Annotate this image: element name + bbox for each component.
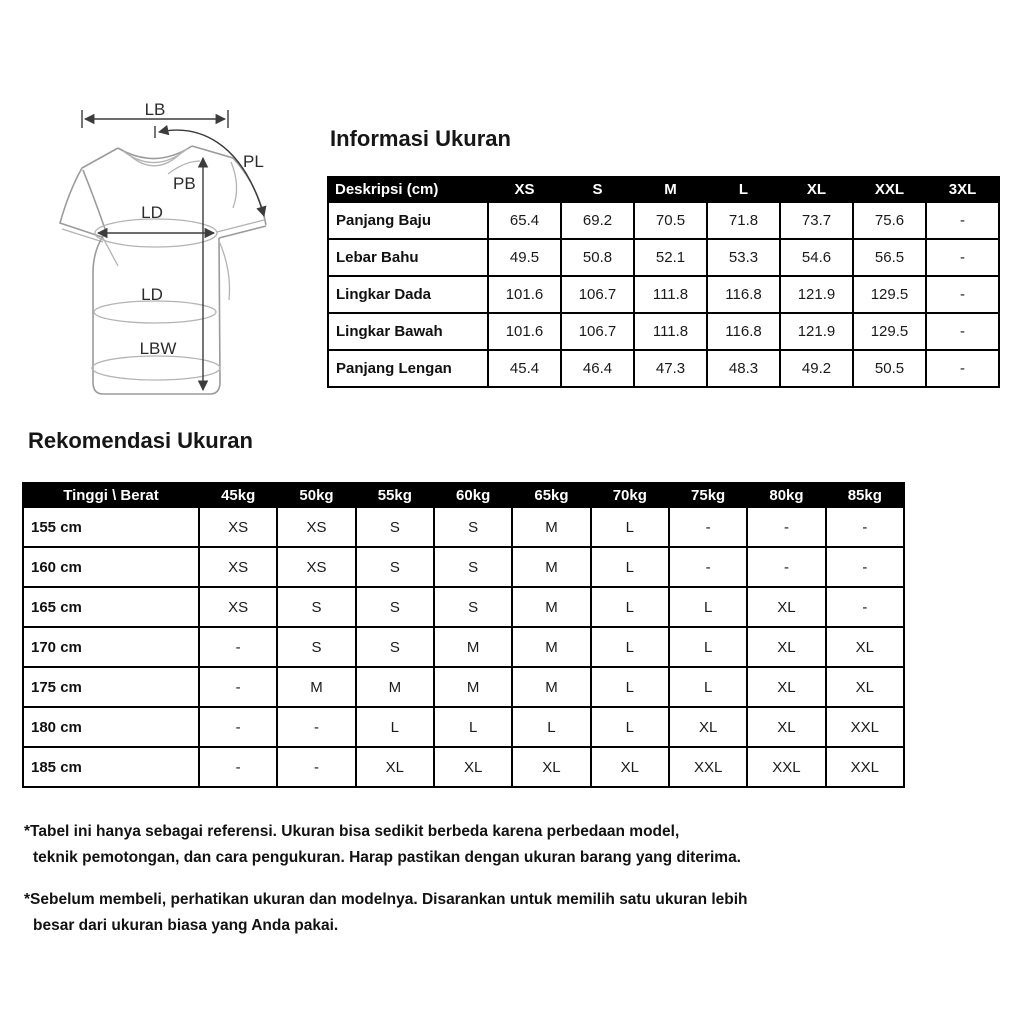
table-cell: XS	[199, 587, 277, 627]
table-cell: 50.5	[853, 350, 926, 387]
table-cell: 54.6	[780, 239, 853, 276]
table-cell: XXL	[669, 747, 747, 787]
size-info-table	[327, 176, 1000, 388]
table-cell: 50.8	[561, 239, 634, 276]
table-cell: XS	[277, 507, 355, 547]
table-cell: S	[434, 587, 512, 627]
header-row	[328, 177, 999, 202]
header-row	[23, 483, 904, 507]
diagram-label-ld-chest: LD	[141, 203, 163, 222]
table-cell: -	[277, 747, 355, 787]
table-cell: 101.6	[488, 313, 561, 350]
row-label: 165 cm	[23, 587, 199, 627]
row-label: 180 cm	[23, 707, 199, 747]
table-cell: S	[434, 507, 512, 547]
header-cell: XS	[488, 177, 561, 202]
header-cell: 60kg	[434, 483, 512, 507]
table-cell: L	[669, 667, 747, 707]
header-cell: 55kg	[356, 483, 434, 507]
table-cell: XL	[434, 747, 512, 787]
table-cell: XL	[747, 627, 825, 667]
header-cell: 50kg	[277, 483, 355, 507]
header-cell: XL	[780, 177, 853, 202]
footnote-reference	[24, 819, 741, 871]
table-cell: S	[356, 507, 434, 547]
table-cell: 56.5	[853, 239, 926, 276]
table-cell: 116.8	[707, 313, 780, 350]
table-cell: M	[512, 627, 590, 667]
table-cell: M	[512, 667, 590, 707]
table-cell: XL	[747, 707, 825, 747]
table-cell: 73.7	[780, 202, 853, 239]
table-cell: -	[826, 587, 904, 627]
table-cell: XXL	[826, 747, 904, 787]
table-cell: 106.7	[561, 276, 634, 313]
size-info-body	[328, 202, 999, 387]
table-cell: XL	[512, 747, 590, 787]
table-cell: -	[926, 239, 999, 276]
table-cell: XXL	[826, 707, 904, 747]
table-cell: M	[434, 667, 512, 707]
table-cell: -	[277, 707, 355, 747]
row-label: Lebar Bahu	[328, 239, 488, 276]
table-row	[23, 587, 904, 627]
table-cell: XL	[591, 747, 669, 787]
row-label: Panjang Lengan	[328, 350, 488, 387]
diagram-label-pb: PB	[173, 174, 196, 193]
table-cell: 47.3	[634, 350, 707, 387]
row-label: 155 cm	[23, 507, 199, 547]
table-cell: 75.6	[853, 202, 926, 239]
table-cell: XL	[356, 747, 434, 787]
table-cell: -	[199, 627, 277, 667]
table-cell: XS	[199, 507, 277, 547]
table-cell: -	[926, 313, 999, 350]
table-row	[328, 239, 999, 276]
size-info-header	[328, 177, 999, 202]
table-cell: -	[747, 547, 825, 587]
table-cell: S	[277, 627, 355, 667]
table-row	[328, 202, 999, 239]
table-row	[23, 667, 904, 707]
table-row	[328, 350, 999, 387]
header-cell: 85kg	[826, 483, 904, 507]
table-cell: S	[356, 547, 434, 587]
table-cell: L	[591, 707, 669, 747]
table-cell: -	[747, 507, 825, 547]
table-cell: -	[199, 707, 277, 747]
table-cell: M	[277, 667, 355, 707]
table-cell: M	[356, 667, 434, 707]
diagram-label-lbw: LBW	[139, 339, 177, 358]
table-cell: 53.3	[707, 239, 780, 276]
table-cell: L	[591, 627, 669, 667]
table-cell: -	[199, 747, 277, 787]
diagram-label-lb: LB	[144, 100, 166, 119]
table-cell: 65.4	[488, 202, 561, 239]
table-cell: 111.8	[634, 313, 707, 350]
table-row	[328, 276, 999, 313]
table-cell: 121.9	[780, 276, 853, 313]
size-info-title: Informasi Ukuran	[330, 126, 511, 151]
table-cell: 70.5	[634, 202, 707, 239]
table-cell: XL	[826, 667, 904, 707]
table-cell: -	[199, 667, 277, 707]
row-label: Panjang Baju	[328, 202, 488, 239]
table-cell: 101.6	[488, 276, 561, 313]
table-cell: XL	[747, 667, 825, 707]
table-cell: -	[669, 507, 747, 547]
row-label: Lingkar Dada	[328, 276, 488, 313]
table-cell: -	[826, 507, 904, 547]
table-cell: L	[356, 707, 434, 747]
size-recommendation-table	[22, 482, 905, 788]
table-cell: 48.3	[707, 350, 780, 387]
row-label: 175 cm	[23, 667, 199, 707]
header-cell: 75kg	[669, 483, 747, 507]
table-row	[23, 707, 904, 747]
table-cell: S	[356, 627, 434, 667]
table-cell: 129.5	[853, 313, 926, 350]
table-cell: -	[926, 276, 999, 313]
header-cell: 70kg	[591, 483, 669, 507]
table-cell: 116.8	[707, 276, 780, 313]
header-cell: M	[634, 177, 707, 202]
table-cell: XL	[826, 627, 904, 667]
table-cell: -	[926, 350, 999, 387]
table-cell: L	[434, 707, 512, 747]
header-cell: Tinggi \ Berat	[23, 483, 199, 507]
table-cell: 106.7	[561, 313, 634, 350]
table-cell: 121.9	[780, 313, 853, 350]
footnote-line: *Tabel ini hanya sebagai referensi. Ukuran bisa sedikit berbeda karena perbedaan model,	[24, 823, 680, 840]
table-cell: L	[669, 587, 747, 627]
row-label: 185 cm	[23, 747, 199, 787]
table-cell: -	[826, 547, 904, 587]
tshirt-measurement-diagram	[45, 88, 325, 408]
header-cell: Deskripsi (cm)	[328, 177, 488, 202]
table-cell: S	[277, 587, 355, 627]
table-cell: S	[434, 547, 512, 587]
header-cell: L	[707, 177, 780, 202]
row-label: 160 cm	[23, 547, 199, 587]
table-cell: XS	[277, 547, 355, 587]
row-label: 170 cm	[23, 627, 199, 667]
table-cell: XXL	[747, 747, 825, 787]
header-cell: S	[561, 177, 634, 202]
row-label: Lingkar Bawah	[328, 313, 488, 350]
table-row	[23, 627, 904, 667]
table-cell: M	[512, 547, 590, 587]
table-cell: 111.8	[634, 276, 707, 313]
footnote-advice	[24, 887, 748, 939]
diagram-label-ld-waist: LD	[141, 285, 163, 304]
table-cell: M	[512, 587, 590, 627]
table-row	[23, 747, 904, 787]
table-cell: 71.8	[707, 202, 780, 239]
table-cell: L	[591, 587, 669, 627]
table-row	[23, 507, 904, 547]
diagram-label-pl: PL	[243, 152, 264, 171]
table-cell: L	[591, 547, 669, 587]
table-cell: 52.1	[634, 239, 707, 276]
size-recommendation-body	[23, 507, 904, 787]
footnote-line: *Sebelum membeli, perhatikan ukuran dan modelnya. Disarankan untuk memilih satu ukuran lebih	[24, 891, 748, 908]
header-cell: 65kg	[512, 483, 590, 507]
header-cell: 45kg	[199, 483, 277, 507]
header-cell: 80kg	[747, 483, 825, 507]
table-cell: M	[512, 507, 590, 547]
table-cell: -	[926, 202, 999, 239]
table-cell: 45.4	[488, 350, 561, 387]
table-cell: L	[512, 707, 590, 747]
table-cell: M	[434, 627, 512, 667]
table-cell: 129.5	[853, 276, 926, 313]
header-cell: 3XL	[926, 177, 999, 202]
table-row	[328, 313, 999, 350]
table-cell: -	[669, 547, 747, 587]
table-cell: XS	[199, 547, 277, 587]
table-cell: XL	[669, 707, 747, 747]
footnote-line: besar dari ukuran biasa yang Anda pakai.	[33, 917, 339, 934]
header-cell: XXL	[853, 177, 926, 202]
footnote-line: teknik pemotongan, dan cara pengukuran. Harap pastikan dengan ukuran barang yang diterima.	[33, 849, 741, 866]
table-cell: 49.2	[780, 350, 853, 387]
table-cell: XL	[747, 587, 825, 627]
table-cell: S	[356, 587, 434, 627]
table-cell: L	[669, 627, 747, 667]
table-cell: L	[591, 507, 669, 547]
size-recommendation-title: Rekomendasi Ukuran	[28, 428, 253, 453]
table-cell: 69.2	[561, 202, 634, 239]
table-cell: 46.4	[561, 350, 634, 387]
table-row	[23, 547, 904, 587]
table-cell: L	[591, 667, 669, 707]
table-cell: 49.5	[488, 239, 561, 276]
size-recommendation-header	[23, 483, 904, 507]
